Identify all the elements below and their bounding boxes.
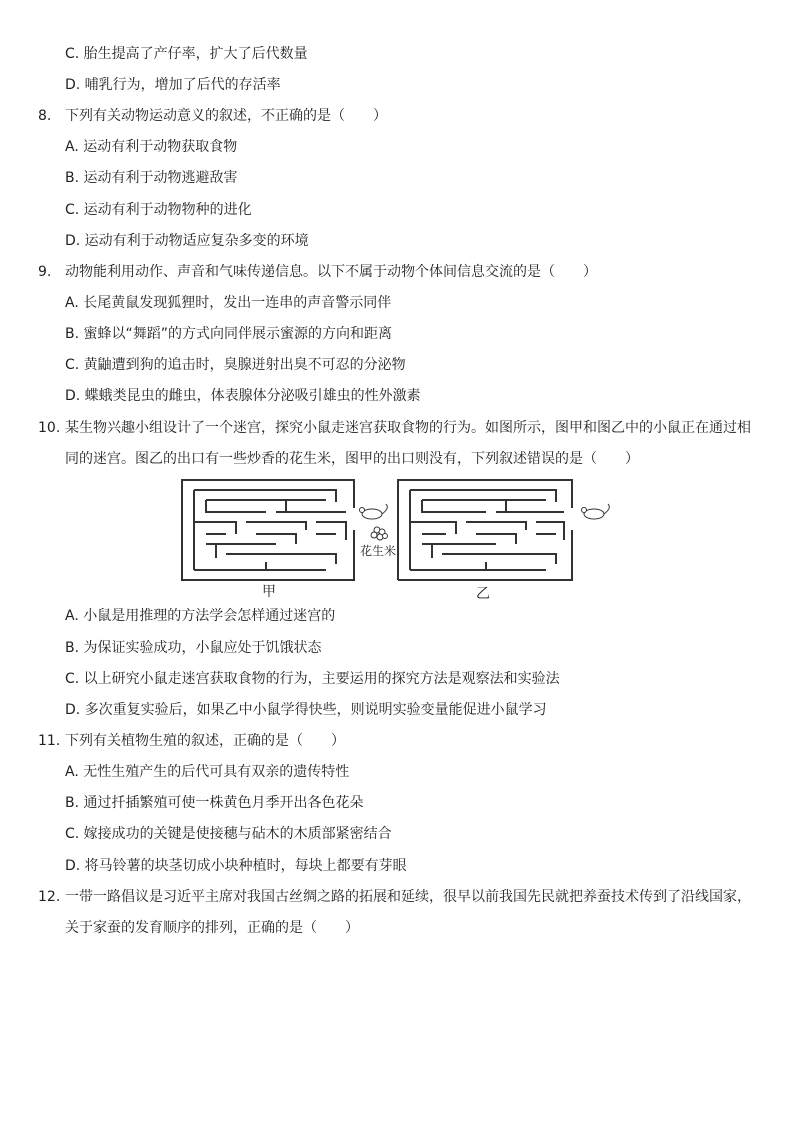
mouse-right-icon [582,504,610,519]
option-7-d: D. 哺乳行为，增加了后代的存活率 [65,77,281,93]
option-7-c: C. 胎生提高了产仔率，扩大了后代数量 [65,46,308,62]
option-8-d: D. 运动有利于动物适应复杂多变的环境 [65,233,309,249]
question-10-stem-line-2: 同的迷宫。图乙的出口有一些炒香的花生米，图甲的出口则没有，下列叙述错误的是（ ） [65,451,639,467]
question-12-number: 12. [38,889,61,905]
question-10-number: 10. [38,420,61,436]
option-10-d: D. 多次重复实验后，如果乙中小鼠学得快些，则说明实验变量能促进小鼠学习 [65,702,547,718]
option-11-d: D. 将马铃薯的块茎切成小块种植时，每块上都要有芽眼 [65,858,407,874]
option-10-c: C. 以上研究小鼠走迷宫获取食物的行为，主要运用的探究方法是观察法和实验法 [65,671,560,687]
option-9-c: C. 黄鼬遭到狗的追击时，臭腺迸射出臭不可忍的分泌物 [65,357,406,373]
question-10-stem-line-1: 某生物兴趣小组设计了一个迷宫，探究小鼠走迷宫获取食物的行为。如图所示，图甲和图乙中的小鼠正在通过相 [65,420,751,436]
question-11-stem: 下列有关植物生殖的叙述，正确的是（ ） [65,733,345,749]
option-10-a: A. 小鼠是用推理的方法学会怎样通过迷宫的 [65,608,336,624]
question-12-stem-line-1: 一带一路倡议是习近平主席对我国古丝绸之路的拓展和延续，很早以前我国先民就把养蚕技术传到了沿线国家， [65,889,751,905]
option-8-a: A. 运动有利于动物获取食物 [65,139,238,155]
maze-right [398,480,572,580]
maze-left [182,480,354,580]
option-10-b: B. 为保证实验成功，小鼠应处于饥饿状态 [65,640,322,656]
maze-diagram [176,478,636,604]
question-12-stem-line-2: 关于家蚕的发育顺序的排列，正确的是（ ） [65,920,359,936]
question-9-stem: 动物能利用动作、声音和气味传递信息。以下不属于动物个体间信息交流的是（ ） [65,264,597,280]
option-9-d: D. 蝶蛾类昆虫的雌虫，体表腺体分泌吸引雄虫的性外激素 [65,388,421,404]
option-8-c: C. 运动有利于动物物种的进化 [65,202,252,218]
peanuts-icon [371,527,388,540]
option-11-b: B. 通过扦插繁殖可使一株黄色月季开出各色花朵 [65,795,364,811]
mouse-left-icon [360,504,388,519]
question-9-number: 9. [38,264,52,280]
option-9-b: B. 蜜蜂以“舞蹈”的方式向同伴展示蜜源的方向和距离 [65,326,393,342]
option-11-c: C. 嫁接成功的关键是使接穗与砧木的木质部紧密结合 [65,826,392,842]
option-11-a: A. 无性生殖产生的后代可具有双亲的遗传特性 [65,764,350,780]
question-11-number: 11. [38,733,61,749]
question-8-stem: 下列有关动物运动意义的叙述，不正确的是（ ） [65,108,387,124]
peanut-label: 花生米 [360,544,397,558]
maze-figure [176,478,636,604]
maze-left-label: 甲 [262,584,276,600]
question-8-number: 8. [38,108,52,124]
maze-right-label: 乙 [476,586,490,602]
option-8-b: B. 运动有利于动物逃避敌害 [65,170,238,186]
option-9-a: A. 长尾黄鼠发现狐狸时，发出一连串的声音警示同伴 [65,295,392,311]
